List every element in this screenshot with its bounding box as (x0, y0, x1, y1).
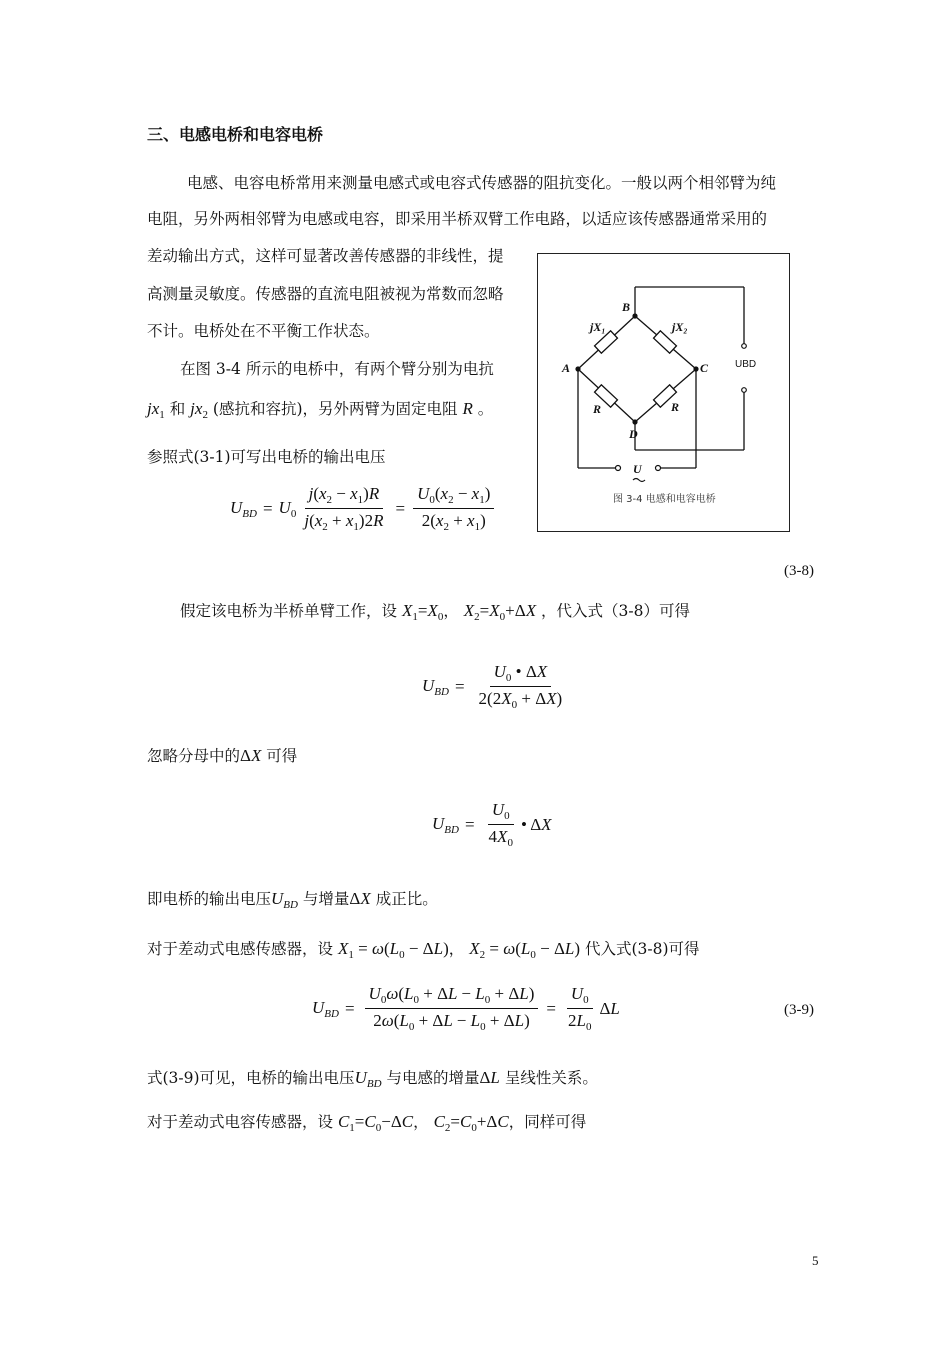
node-label-c: C (700, 361, 709, 375)
para2-line1: 在图 3-4 所示的电桥中，有两个臂分别为电抗 (180, 360, 494, 378)
bridge-diagram (538, 254, 789, 531)
equation-ubd-approx: $U_{BD}$ = $\frac{U_0}{4X_0}$ • Δ X (432, 800, 552, 849)
arm-label-jx1: jX₁ (590, 320, 606, 334)
para8: 对于差动式电容传感器，设 $C_1=C_0-\Delta C$， $C_2=C_0+\Delta C$，同样可得 (147, 1112, 587, 1134)
arm-label-r1: R (593, 402, 602, 416)
equation-3-8: $U_{BD}$ = $U_0$ $\frac{j(x_2 - x_1)R}{j(x_2 + x_1)2R}$ = $\frac{U_0(x_2 - x_1)}{2(x_2 + x_1)}$ (230, 484, 498, 533)
para4: 忽略分母中的ΔX 可得 (147, 746, 298, 765)
arm-label-r2: R (671, 400, 680, 414)
para3: 假定该电桥为半桥单臂工作，设 $X_1=X_0$， $X_2=X_0+\Delta X$ ，代入式（3-8）可得 (180, 601, 690, 623)
para6: 对于差动式电感传感器，设 $X_1 = \omega(L_0 - \Delta L)$， $X_2 = \omega(L_0 - \Delta L)$ 代入式(3-8)可得 (147, 939, 700, 961)
equation-number-3-8: (3-8) (784, 563, 814, 579)
figure-caption: 图 3-4 电感和电容电桥 (613, 494, 716, 505)
para1-line1: 电感、电容电桥常用来测量电感式或电容式传感器的阻抗变化。一般以两个相邻臂为纯 (187, 174, 777, 192)
para2-line3: 参照式(3-1)可写出电桥的输出电压 (147, 448, 386, 466)
output-label-ubd: UBD (735, 359, 757, 370)
node-label-b: B (622, 300, 631, 314)
node-label-d: D (629, 427, 638, 441)
para7: 式(3-9)可见，电桥的输出电压$U_{BD}$ 与电感的增量ΔL 呈线性关系。 (147, 1068, 598, 1090)
equation-ubd-half-bridge: $U_{BD}$ = $\frac{U_0 • \Delta X}{2(2X_0 + \Delta X)}$ (422, 662, 563, 711)
para1-line5: 不计。电桥处在不平衡工作状态。 (147, 322, 380, 340)
para1-line3: 差动输出方式，这样可显著改善传感器的非线性，提 (147, 247, 504, 265)
para1-line4: 高测量灵敏度。传感器的直流电阻被视为常数而忽略 (147, 285, 504, 303)
arm-label-jx2: jX₂ (672, 320, 688, 334)
para2-line2: $jx_1$ 和 $jx_2$ (感抗和容抗)，另外两臂为固定电阻 R 。 (147, 399, 494, 421)
equation-number-3-9: (3-9) (784, 1002, 814, 1018)
para1-line2: 电阻，另外两相邻臂为电感或电容，即采用半桥双臂工作电路，以适应该传感器通常采用的 (147, 210, 768, 228)
node-label-a: A (562, 361, 571, 375)
para5: 即电桥的输出电压$U_{BD}$ 与增量ΔX 成正比。 (147, 889, 438, 911)
equation-3-9: $U_{BD}$ = $\frac{U_0\omega(L_0 + \Delta L - L_0 + \Delta L)}{2\omega(L_0 + \Delta L - L_0 + \Delta L)}$ = $\frac{U_0}{2L_0}$ ΔL (312, 984, 620, 1033)
page-number: 5 (812, 1253, 819, 1268)
figure-bridge-circuit (537, 253, 790, 532)
source-label-u: U (633, 462, 642, 476)
section-heading: 三、电感电桥和电容电桥 (147, 125, 324, 144)
